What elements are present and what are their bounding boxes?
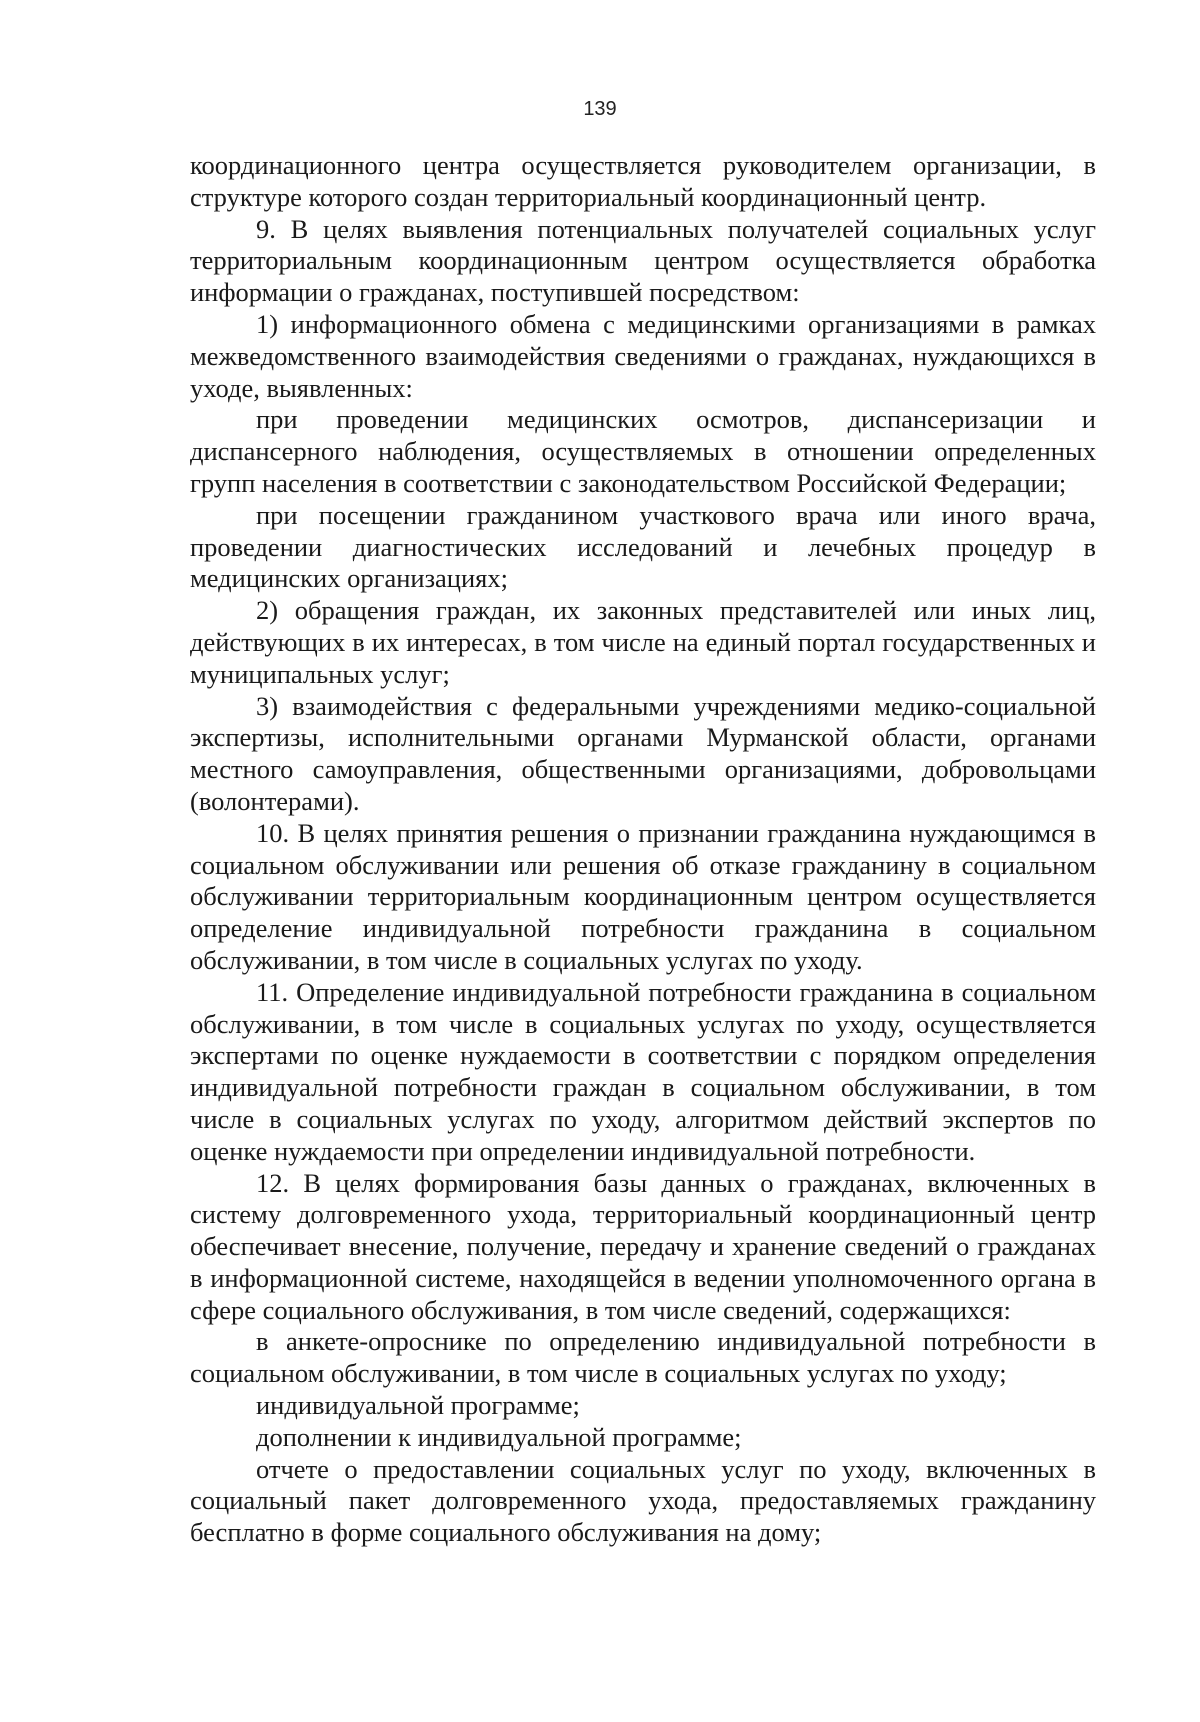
- paragraph-continuation: координационного центра осуществляется руководителем организации, в структуре которого создан территориальный координационный центр.: [190, 150, 1096, 212]
- paragraph-item-12: 12. В целях формирования базы данных о гражданах, включенных в систему долговременного ухода, территориальный координационный центр обеспечивает внесение, получение, передачу и хранение сведений о гражданах в информационной системе, находящейся в ведении уполномоченного органа в сфере социального обслуживания, в том числе сведений, содержащихся:: [190, 1167, 1096, 1325]
- paragraph-list-care-report: отчете о предоставлении социальных услуг по уходу, включенных в социальный пакет долговременного ухода, предоставляемых гражданину бесплатно в форме социального обслуживания на дому;: [190, 1453, 1096, 1548]
- paragraph-list-program-supplement: дополнении к индивидуальной программе;: [256, 1421, 742, 1452]
- paragraph-item-11: 11. Определение индивидуальной потребности гражданина в социальном обслуживании, в том числе в социальных услугах по уходу, осуществляется экспертами по оценке нуждаемости в соответствии с порядком определения индивидуальной потребности граждан в социальном обслуживании, в том числе в социальных услугах по уходу, алгоритмом действий экспертов по оценке нуждаемости при определении индивидуальной потребности.: [190, 976, 1096, 1166]
- paragraph-subitem-1-a: при проведении медицинских осмотров, диспансеризации и диспансерного наблюдения, осуществляемых в отношении определенных групп населения в соответствии с законодательством Российской Федерации;: [190, 404, 1096, 498]
- paragraph-subitem-2: 2) обращения граждан, их законных представителей или иных лиц, действующих в их интересах, в том числе на единый портал государственных и муниципальных услуг;: [190, 595, 1096, 689]
- document-body: [190, 150, 1096, 1549]
- paragraph-list-questionnaire: в анкете-опроснике по определению индивидуальной потребности в социальном обслуживании, в том числе в социальных услугах по уходу;: [190, 1326, 1096, 1389]
- paragraph-item-9: 9. В целях выявления потенциальных получателей социальных услуг территориальным координационным центром осуществляется обработка информации о гражданах, поступившей посредством:: [190, 213, 1096, 308]
- paragraph-subitem-3: 3) взаимодействия с федеральными учреждениями медико-социальной экспертизы, исполнительными органами Мурманской области, органами местного самоуправления, общественными организациями, добровольцами (волонтерами).: [190, 690, 1096, 816]
- paragraph-list-individual-program: индивидуальной программе;: [256, 1390, 580, 1421]
- paragraph-subitem-1-b: при посещении гражданином участкового врача или иного врача, проведении диагностических исследований и лечебных процедур в медицинских организациях;: [190, 499, 1096, 594]
- paragraph-item-10: 10. В целях принятия решения о признании гражданина нуждающимся в социальном обслуживании или решения об отказе гражданину в социальном обслуживании территориальным координационным центром осуществляется определение индивидуальной потребности гражданина в социальном обслуживании, в том числе в социальных услугах по уходу.: [190, 817, 1096, 975]
- paragraph-subitem-1: 1) информационного обмена с медицинскими организациями в рамках межведомственного взаимодействия сведениями о гражданах, нуждающихся в уходе, выявленных:: [190, 308, 1096, 403]
- page-number: 139: [583, 98, 617, 120]
